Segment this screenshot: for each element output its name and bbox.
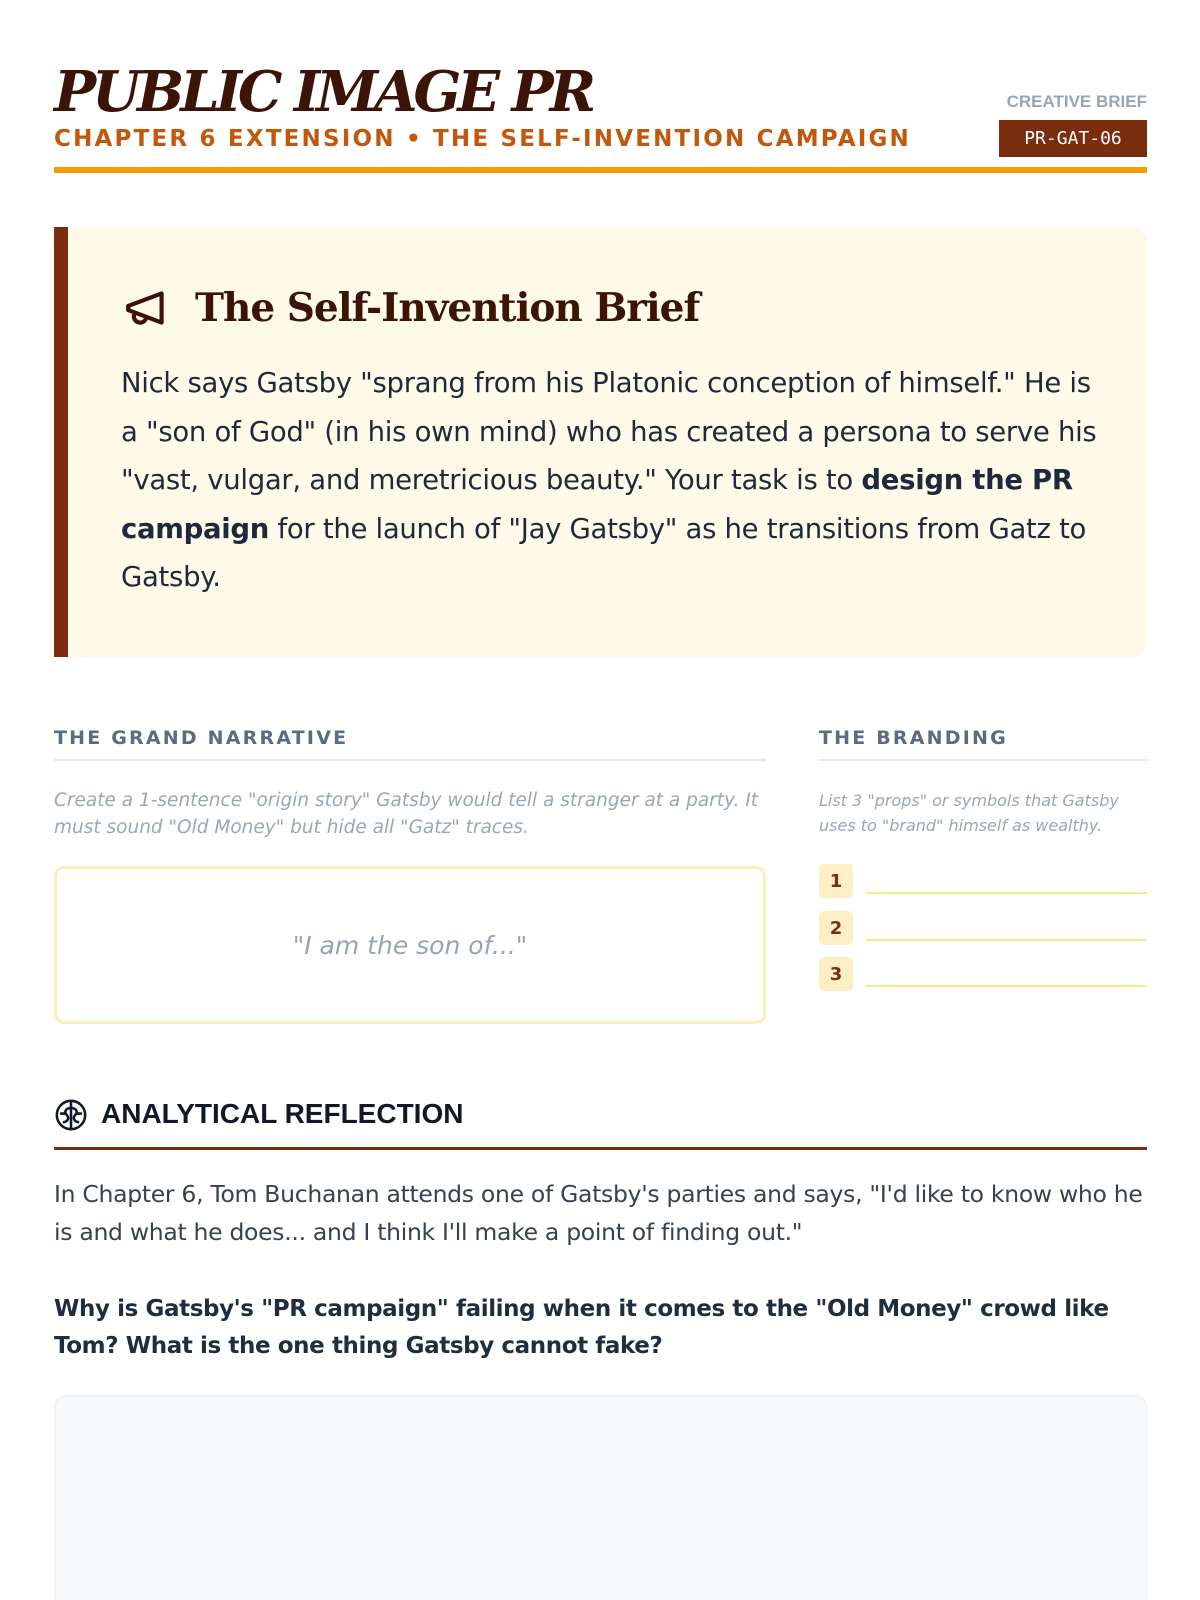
header-divider [54, 167, 1147, 173]
megaphone-icon [122, 283, 172, 333]
origin-story-placeholder: "I am the son of..." [292, 930, 528, 960]
page-header [54, 58, 1147, 174]
reflection-answer-field[interactable] [54, 1395, 1147, 1600]
branding-instructions: List 3 "props" or symbols that Gatsby uses to "brand" himself as wealthy. [819, 791, 1119, 835]
brief-text [121, 359, 1111, 602]
origin-story-field[interactable] [54, 866, 766, 1024]
branding-item-number: 1 [819, 864, 853, 898]
branding-item-1[interactable] [819, 864, 1147, 898]
reflection-heading: ANALYTICAL REFLECTION [101, 1098, 464, 1129]
brief-text-emphasis: design the PR campaign [121, 464, 1073, 545]
branding-answer-line[interactable] [866, 985, 1147, 987]
reflection-question: Why is Gatsby's "PR campaign" failing when it comes to the "Old Money" crowd like Tom? What is the one thing Gatsby cannot fake? [54, 1296, 1109, 1359]
branding-item-2[interactable] [819, 911, 1147, 945]
document-code-badge: PR-GAT-06 [999, 120, 1147, 157]
branding-divider [819, 759, 1147, 761]
reflection-context: In Chapter 6, Tom Buchanan attends one of Gatsby's parties and says, "I'd like to know who he is and what he does... and I think I'll make a point of finding out." [54, 1180, 1143, 1246]
brief-heading: The Self-Invention Brief [195, 285, 700, 331]
branding-item-number: 2 [819, 911, 853, 945]
narrative-instructions: Create a 1-sentence "origin story" Gatsby would tell a stranger at a party. It must sound "Old Money" but hide all "Gatz" traces. [54, 790, 759, 838]
narrative-divider [54, 759, 766, 761]
branding-answer-line[interactable] [866, 892, 1147, 894]
page-title: PUBLIC IMAGE PR [54, 59, 593, 125]
page-subtitle: CHAPTER 6 EXTENSION • THE SELF-INVENTION CAMPAIGN [54, 126, 912, 152]
brain-icon [54, 1098, 88, 1132]
brief-text-tail: for the launch of "Jay Gatsby" as he transitions from Gatz to Gatsby. [121, 512, 1087, 593]
branding-item-number: 3 [819, 957, 853, 991]
branding-section-label: THE BRANDING [819, 727, 1008, 749]
brief-panel [54, 227, 1147, 657]
brief-text-lead: Nick says Gatsby "sprang from his Platonic conception of himself." He is a "son of God" (in his own mind) who has created a persona to serve his "vast, vulgar, and meretricious beauty." Your task is to [121, 367, 1097, 496]
reflection-divider [54, 1147, 1147, 1150]
branding-answer-line[interactable] [866, 939, 1147, 941]
narrative-section-label: THE GRAND NARRATIVE [54, 727, 349, 749]
document-kind-label: CREATIVE BRIEF [1006, 92, 1147, 111]
branding-item-3[interactable] [819, 957, 1147, 991]
